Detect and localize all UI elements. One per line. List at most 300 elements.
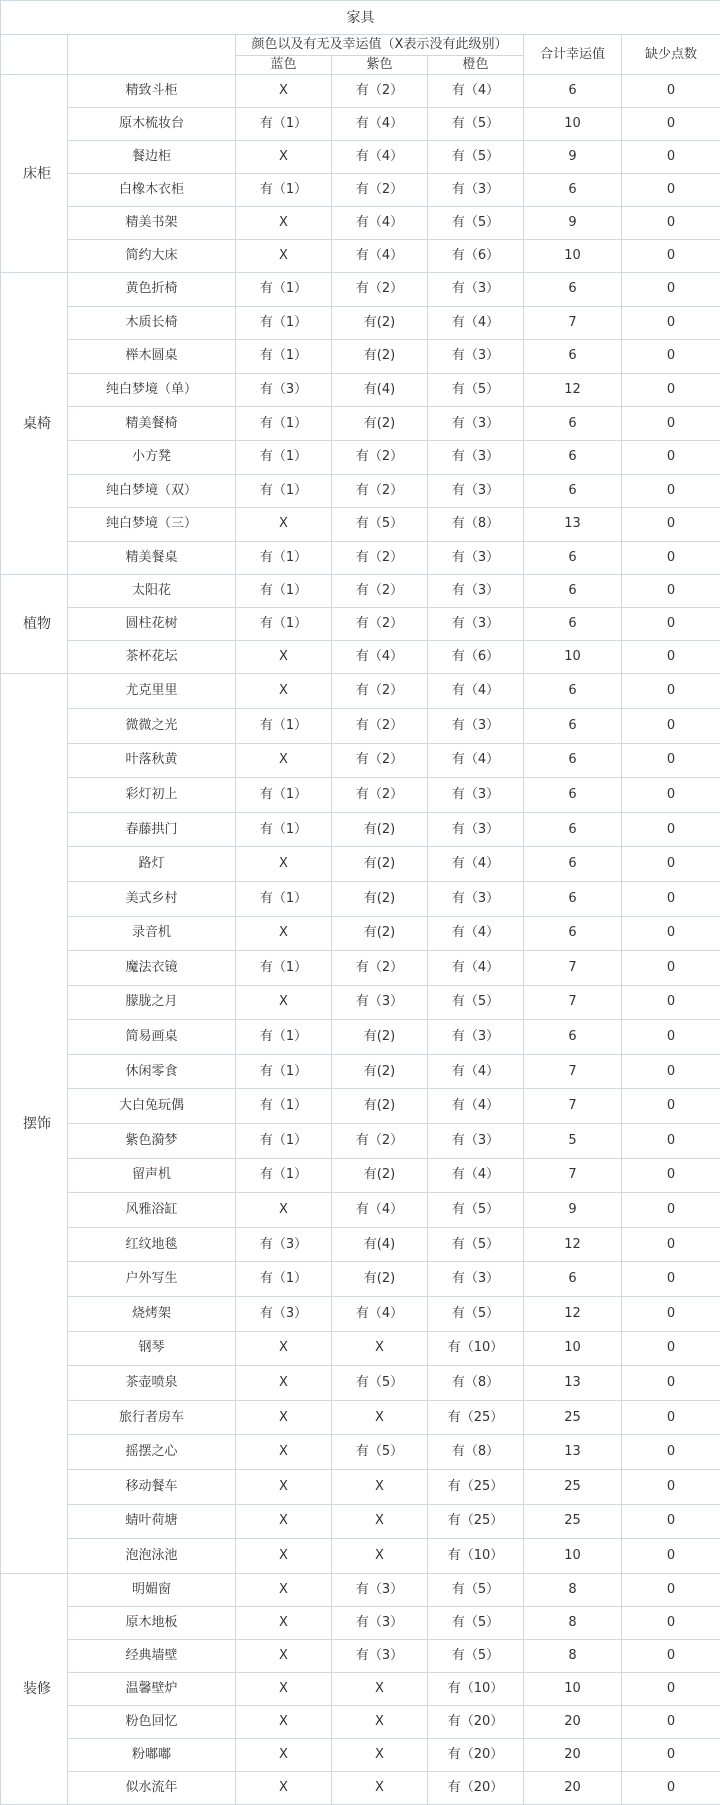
item-name-cell: 纯白梦境（单） xyxy=(68,373,236,407)
purple-cell: 有（4） xyxy=(332,641,428,674)
header-blank-name xyxy=(68,35,236,75)
blue-cell: 有（1） xyxy=(236,306,332,340)
blue-cell: X xyxy=(236,1539,332,1574)
item-name-cell: 魔法衣镜 xyxy=(68,951,236,986)
blue-cell: X xyxy=(236,141,332,174)
missing-cell: 0 xyxy=(622,778,720,813)
missing-cell: 0 xyxy=(622,1297,720,1332)
orange-cell: 有（5） xyxy=(428,1227,524,1262)
table-row xyxy=(1,951,720,986)
table-row xyxy=(1,1089,720,1124)
purple-cell: 有(2) xyxy=(332,407,428,441)
blue-cell: X xyxy=(236,1400,332,1435)
purple-cell: 有（2） xyxy=(332,541,428,575)
orange-cell: 有（5） xyxy=(428,1193,524,1228)
table-row xyxy=(1,881,720,916)
table-title: 家具 xyxy=(1,1,720,35)
orange-cell: 有（6） xyxy=(428,641,524,674)
blue-cell: X xyxy=(236,207,332,240)
purple-cell: 有(2) xyxy=(332,1054,428,1089)
table-row xyxy=(1,1158,720,1193)
missing-cell: 0 xyxy=(622,812,720,847)
blue-cell: X xyxy=(236,1771,332,1804)
orange-cell: 有（3） xyxy=(428,273,524,307)
missing-cell: 0 xyxy=(622,141,720,174)
blue-cell: X xyxy=(236,1606,332,1639)
table-row xyxy=(1,743,720,778)
item-name-cell: 纯白梦境（双） xyxy=(68,474,236,508)
blue-cell: 有（3） xyxy=(236,1227,332,1262)
blue-cell: 有（1） xyxy=(236,440,332,474)
purple-cell: 有（3） xyxy=(332,1573,428,1606)
total-cell: 6 xyxy=(524,1262,622,1297)
total-cell: 13 xyxy=(524,1366,622,1401)
total-cell: 6 xyxy=(524,75,622,108)
missing-cell: 0 xyxy=(622,1738,720,1771)
blue-cell: 有（1） xyxy=(236,608,332,641)
missing-cell: 0 xyxy=(622,1020,720,1055)
total-cell: 6 xyxy=(524,743,622,778)
table-row xyxy=(1,407,720,441)
purple-cell: 有（4） xyxy=(332,1193,428,1228)
missing-cell: 0 xyxy=(622,1089,720,1124)
missing-cell: 0 xyxy=(622,1366,720,1401)
orange-cell: 有（4） xyxy=(428,1158,524,1193)
table-row xyxy=(1,1771,720,1804)
total-cell: 8 xyxy=(524,1606,622,1639)
header-orange: 橙色 xyxy=(428,56,524,75)
item-name-cell: 茶杯花坛 xyxy=(68,641,236,674)
blue-cell: X xyxy=(236,847,332,882)
item-name-cell: 粉色回忆 xyxy=(68,1705,236,1738)
missing-cell: 0 xyxy=(622,1227,720,1262)
blue-cell: X xyxy=(236,1366,332,1401)
item-name-cell: 录音机 xyxy=(68,916,236,951)
orange-cell: 有（8） xyxy=(428,1435,524,1470)
missing-cell: 0 xyxy=(622,881,720,916)
missing-cell: 0 xyxy=(622,373,720,407)
purple-cell: 有（5） xyxy=(332,1435,428,1470)
blue-cell: X xyxy=(236,1672,332,1705)
missing-cell: 0 xyxy=(622,708,720,743)
missing-cell: 0 xyxy=(622,575,720,608)
item-name-cell: 春藤拱门 xyxy=(68,812,236,847)
item-name-cell: 紫色漪梦 xyxy=(68,1124,236,1159)
table-row xyxy=(1,1193,720,1228)
orange-cell: 有（20） xyxy=(428,1771,524,1804)
missing-cell: 0 xyxy=(622,608,720,641)
orange-cell: 有（5） xyxy=(428,108,524,141)
purple-cell: 有（2） xyxy=(332,474,428,508)
table-row xyxy=(1,778,720,813)
item-name-cell: 路灯 xyxy=(68,847,236,882)
blue-cell: X xyxy=(236,674,332,709)
purple-cell: 有(2) xyxy=(332,340,428,374)
table-row xyxy=(1,1331,720,1366)
purple-cell: 有(2) xyxy=(332,881,428,916)
orange-cell: 有（3） xyxy=(428,407,524,441)
total-cell: 6 xyxy=(524,575,622,608)
orange-cell: 有（4） xyxy=(428,1089,524,1124)
purple-cell: 有(2) xyxy=(332,1020,428,1055)
purple-cell: 有（2） xyxy=(332,674,428,709)
missing-cell: 0 xyxy=(622,916,720,951)
header-color-group: 颜色以及有无及幸运值（X表示没有此级别） xyxy=(236,35,524,56)
item-name-cell: 白橡木衣柜 xyxy=(68,174,236,207)
orange-cell: 有（20） xyxy=(428,1738,524,1771)
table-row xyxy=(1,575,720,608)
orange-cell: 有（5） xyxy=(428,1297,524,1332)
blue-cell: X xyxy=(236,985,332,1020)
title-row xyxy=(1,1,720,35)
table-row xyxy=(1,1124,720,1159)
table-row xyxy=(1,1262,720,1297)
orange-cell: 有（10） xyxy=(428,1539,524,1574)
item-name-cell: 明媚窗 xyxy=(68,1573,236,1606)
purple-cell: 有（3） xyxy=(332,1639,428,1672)
table-row xyxy=(1,508,720,542)
total-cell: 12 xyxy=(524,1297,622,1332)
table-row xyxy=(1,373,720,407)
table-row xyxy=(1,340,720,374)
item-name-cell: 彩灯初上 xyxy=(68,778,236,813)
item-name-cell: 经典墙壁 xyxy=(68,1639,236,1672)
item-name-cell: 旅行者房车 xyxy=(68,1400,236,1435)
purple-cell: X xyxy=(332,1771,428,1804)
table-row xyxy=(1,541,720,575)
item-name-cell: 简易画桌 xyxy=(68,1020,236,1055)
orange-cell: 有（8） xyxy=(428,508,524,542)
total-cell: 6 xyxy=(524,847,622,882)
orange-cell: 有（4） xyxy=(428,75,524,108)
total-cell: 12 xyxy=(524,1227,622,1262)
table-row xyxy=(1,273,720,307)
table-row xyxy=(1,174,720,207)
purple-cell: 有（4） xyxy=(332,1297,428,1332)
blue-cell: 有（1） xyxy=(236,108,332,141)
item-name-cell: 精致斗柜 xyxy=(68,75,236,108)
missing-cell: 0 xyxy=(622,1331,720,1366)
orange-cell: 有（4） xyxy=(428,847,524,882)
blue-cell: 有（3） xyxy=(236,373,332,407)
item-name-cell: 精美餐椅 xyxy=(68,407,236,441)
purple-cell: X xyxy=(332,1400,428,1435)
orange-cell: 有（3） xyxy=(428,174,524,207)
blue-cell: 有（1） xyxy=(236,708,332,743)
total-cell: 6 xyxy=(524,812,622,847)
blue-cell: X xyxy=(236,641,332,674)
orange-cell: 有（25） xyxy=(428,1470,524,1505)
total-cell: 7 xyxy=(524,1054,622,1089)
blue-cell: 有（1） xyxy=(236,1089,332,1124)
total-cell: 20 xyxy=(524,1738,622,1771)
missing-cell: 0 xyxy=(622,1771,720,1804)
item-name-cell: 移动餐车 xyxy=(68,1470,236,1505)
blue-cell: 有（1） xyxy=(236,474,332,508)
header-blank-category xyxy=(1,35,68,75)
missing-cell: 0 xyxy=(622,951,720,986)
category-cell: 装修 xyxy=(1,1573,68,1804)
blue-cell: X xyxy=(236,1504,332,1539)
blue-cell: 有（1） xyxy=(236,407,332,441)
blue-cell: X xyxy=(236,1738,332,1771)
orange-cell: 有（5） xyxy=(428,1573,524,1606)
missing-cell: 0 xyxy=(622,508,720,542)
blue-cell: X xyxy=(236,240,332,273)
item-name-cell: 原木地板 xyxy=(68,1606,236,1639)
missing-cell: 0 xyxy=(622,1193,720,1228)
total-cell: 7 xyxy=(524,985,622,1020)
table-row xyxy=(1,75,720,108)
category-cell: 床柜 xyxy=(1,75,68,273)
purple-cell: 有(4) xyxy=(332,373,428,407)
purple-cell: 有（4） xyxy=(332,207,428,240)
item-name-cell: 温馨壁炉 xyxy=(68,1672,236,1705)
category-cell: 摆饰 xyxy=(1,674,68,1573)
total-cell: 5 xyxy=(524,1124,622,1159)
total-cell: 9 xyxy=(524,1193,622,1228)
missing-cell: 0 xyxy=(622,1400,720,1435)
missing-cell: 0 xyxy=(622,541,720,575)
total-cell: 12 xyxy=(524,373,622,407)
total-cell: 6 xyxy=(524,1020,622,1055)
table-row xyxy=(1,1400,720,1435)
total-cell: 10 xyxy=(524,1539,622,1574)
table-row xyxy=(1,1435,720,1470)
table-row xyxy=(1,847,720,882)
missing-cell: 0 xyxy=(622,1606,720,1639)
orange-cell: 有（10） xyxy=(428,1331,524,1366)
purple-cell: 有(2) xyxy=(332,1262,428,1297)
blue-cell: 有（1） xyxy=(236,951,332,986)
item-name-cell: 木质长椅 xyxy=(68,306,236,340)
blue-cell: X xyxy=(236,1705,332,1738)
item-name-cell: 蜻叶荷塘 xyxy=(68,1504,236,1539)
table-row xyxy=(1,1738,720,1771)
missing-cell: 0 xyxy=(622,1470,720,1505)
item-name-cell: 烧烤架 xyxy=(68,1297,236,1332)
table-row xyxy=(1,641,720,674)
purple-cell: 有（3） xyxy=(332,985,428,1020)
total-cell: 20 xyxy=(524,1705,622,1738)
orange-cell: 有（5） xyxy=(428,207,524,240)
orange-cell: 有（3） xyxy=(428,575,524,608)
purple-cell: 有（2） xyxy=(332,575,428,608)
missing-cell: 0 xyxy=(622,440,720,474)
orange-cell: 有（5） xyxy=(428,141,524,174)
total-cell: 7 xyxy=(524,951,622,986)
total-cell: 6 xyxy=(524,608,622,641)
item-name-cell: 尤克里里 xyxy=(68,674,236,709)
table-row xyxy=(1,674,720,709)
orange-cell: 有（3） xyxy=(428,474,524,508)
orange-cell: 有（20） xyxy=(428,1705,524,1738)
table-row xyxy=(1,1504,720,1539)
missing-cell: 0 xyxy=(622,1672,720,1705)
purple-cell: 有(2) xyxy=(332,847,428,882)
orange-cell: 有（6） xyxy=(428,240,524,273)
missing-cell: 0 xyxy=(622,1504,720,1539)
item-name-cell: 茶壶喷泉 xyxy=(68,1366,236,1401)
total-cell: 20 xyxy=(524,1771,622,1804)
table-row xyxy=(1,306,720,340)
table-row xyxy=(1,985,720,1020)
orange-cell: 有（3） xyxy=(428,881,524,916)
item-name-cell: 钢琴 xyxy=(68,1331,236,1366)
blue-cell: X xyxy=(236,1639,332,1672)
item-name-cell: 简约大床 xyxy=(68,240,236,273)
purple-cell: X xyxy=(332,1504,428,1539)
orange-cell: 有（5） xyxy=(428,373,524,407)
orange-cell: 有（4） xyxy=(428,306,524,340)
missing-cell: 0 xyxy=(622,340,720,374)
orange-cell: 有（3） xyxy=(428,340,524,374)
blue-cell: X xyxy=(236,916,332,951)
header-total: 合计幸运值 xyxy=(524,35,622,75)
header-missing: 缺少点数 xyxy=(622,35,720,75)
total-cell: 10 xyxy=(524,641,622,674)
table-row xyxy=(1,1705,720,1738)
total-cell: 6 xyxy=(524,340,622,374)
item-name-cell: 微微之光 xyxy=(68,708,236,743)
blue-cell: 有（1） xyxy=(236,778,332,813)
purple-cell: 有（2） xyxy=(332,608,428,641)
item-name-cell: 美式乡村 xyxy=(68,881,236,916)
item-name-cell: 粉嘟嘟 xyxy=(68,1738,236,1771)
item-name-cell: 原木梳妆台 xyxy=(68,108,236,141)
orange-cell: 有（3） xyxy=(428,440,524,474)
blue-cell: 有（1） xyxy=(236,541,332,575)
table-row xyxy=(1,1227,720,1262)
missing-cell: 0 xyxy=(622,407,720,441)
missing-cell: 0 xyxy=(622,207,720,240)
missing-cell: 0 xyxy=(622,1435,720,1470)
purple-cell: 有（2） xyxy=(332,743,428,778)
missing-cell: 0 xyxy=(622,108,720,141)
missing-cell: 0 xyxy=(622,1573,720,1606)
item-name-cell: 纯白梦境（三） xyxy=(68,508,236,542)
orange-cell: 有（4） xyxy=(428,674,524,709)
blue-cell: X xyxy=(236,508,332,542)
purple-cell: 有(2) xyxy=(332,306,428,340)
header-purple: 紫色 xyxy=(332,56,428,75)
orange-cell: 有（3） xyxy=(428,812,524,847)
orange-cell: 有（3） xyxy=(428,708,524,743)
table-row xyxy=(1,1639,720,1672)
purple-cell: 有（5） xyxy=(332,508,428,542)
table-row xyxy=(1,474,720,508)
item-name-cell: 叶落秋黄 xyxy=(68,743,236,778)
orange-cell: 有（3） xyxy=(428,1020,524,1055)
table-row xyxy=(1,240,720,273)
total-cell: 6 xyxy=(524,674,622,709)
category-cell: 桌椅 xyxy=(1,273,68,575)
item-name-cell: 餐边柜 xyxy=(68,141,236,174)
total-cell: 10 xyxy=(524,240,622,273)
missing-cell: 0 xyxy=(622,1262,720,1297)
header-row xyxy=(1,35,720,56)
total-cell: 7 xyxy=(524,306,622,340)
purple-cell: 有（2） xyxy=(332,440,428,474)
total-cell: 8 xyxy=(524,1639,622,1672)
blue-cell: X xyxy=(236,75,332,108)
missing-cell: 0 xyxy=(622,1054,720,1089)
purple-cell: 有（4） xyxy=(332,108,428,141)
total-cell: 13 xyxy=(524,1435,622,1470)
total-cell: 6 xyxy=(524,407,622,441)
blue-cell: 有（1） xyxy=(236,1020,332,1055)
table-row xyxy=(1,1573,720,1606)
orange-cell: 有（5） xyxy=(428,1606,524,1639)
purple-cell: 有（5） xyxy=(332,1366,428,1401)
total-cell: 7 xyxy=(524,1158,622,1193)
table-row xyxy=(1,1366,720,1401)
table-row xyxy=(1,1672,720,1705)
blue-cell: X xyxy=(236,1435,332,1470)
orange-cell: 有（4） xyxy=(428,1054,524,1089)
orange-cell: 有（5） xyxy=(428,985,524,1020)
missing-cell: 0 xyxy=(622,1705,720,1738)
item-name-cell: 风雅浴缸 xyxy=(68,1193,236,1228)
orange-cell: 有（4） xyxy=(428,743,524,778)
missing-cell: 0 xyxy=(622,474,720,508)
table-row xyxy=(1,1020,720,1055)
purple-cell: 有(2) xyxy=(332,1158,428,1193)
missing-cell: 0 xyxy=(622,1158,720,1193)
header-blue: 蓝色 xyxy=(236,56,332,75)
item-name-cell: 小方凳 xyxy=(68,440,236,474)
table-row xyxy=(1,207,720,240)
table-body xyxy=(1,1,720,1805)
blue-cell: 有（1） xyxy=(236,1054,332,1089)
missing-cell: 0 xyxy=(622,174,720,207)
table-row xyxy=(1,916,720,951)
missing-cell: 0 xyxy=(622,743,720,778)
total-cell: 7 xyxy=(524,1089,622,1124)
orange-cell: 有（3） xyxy=(428,778,524,813)
total-cell: 6 xyxy=(524,440,622,474)
purple-cell: 有（2） xyxy=(332,708,428,743)
missing-cell: 0 xyxy=(622,1124,720,1159)
purple-cell: X xyxy=(332,1672,428,1705)
item-name-cell: 榉木圆桌 xyxy=(68,340,236,374)
orange-cell: 有（25） xyxy=(428,1504,524,1539)
table-row xyxy=(1,708,720,743)
total-cell: 6 xyxy=(524,174,622,207)
purple-cell: 有(2) xyxy=(332,916,428,951)
blue-cell: 有（1） xyxy=(236,881,332,916)
total-cell: 10 xyxy=(524,108,622,141)
missing-cell: 0 xyxy=(622,674,720,709)
blue-cell: 有（1） xyxy=(236,174,332,207)
table-row xyxy=(1,812,720,847)
table-row xyxy=(1,1606,720,1639)
purple-cell: 有（2） xyxy=(332,778,428,813)
blue-cell: 有（3） xyxy=(236,1297,332,1332)
category-cell: 植物 xyxy=(1,575,68,674)
missing-cell: 0 xyxy=(622,240,720,273)
purple-cell: 有（2） xyxy=(332,75,428,108)
blue-cell: X xyxy=(236,1470,332,1505)
blue-cell: 有（1） xyxy=(236,1158,332,1193)
orange-cell: 有（5） xyxy=(428,1639,524,1672)
total-cell: 6 xyxy=(524,881,622,916)
item-name-cell: 精美餐桌 xyxy=(68,541,236,575)
total-cell: 13 xyxy=(524,508,622,542)
table-row xyxy=(1,1470,720,1505)
purple-cell: X xyxy=(332,1539,428,1574)
purple-cell: 有（2） xyxy=(332,1124,428,1159)
